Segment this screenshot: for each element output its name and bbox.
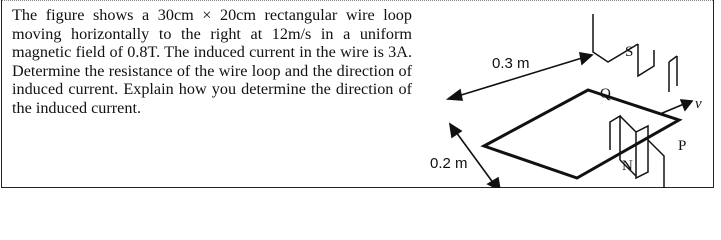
question-frame [1, 0, 714, 188]
question-text: The figure shows a 30cm × 20cm rectangular wire loop moving horizontally to the right at 12m/s in a uniform magnetic field of 0.8T. The induced current in the wire is 3A. Determine the resistance of the wire loop and the direction of induced current. Explain how you determine the direction of the induced current. [12, 6, 412, 117]
south-magnet [593, 14, 677, 92]
width-label: 0.2 m [430, 155, 468, 172]
north-pole-label: N [622, 158, 633, 174]
velocity-arrow [660, 100, 692, 114]
loop-figure [422, 0, 717, 188]
velocity-label: v [695, 96, 702, 112]
length-label: 0.3 m [492, 55, 530, 72]
corner-q-label: Q [600, 86, 611, 102]
loop-diagram [422, 0, 717, 188]
wire-loop [484, 90, 679, 178]
north-magnet [610, 116, 664, 188]
south-pole-label: S [625, 44, 634, 60]
corner-p-label: P [678, 138, 687, 154]
